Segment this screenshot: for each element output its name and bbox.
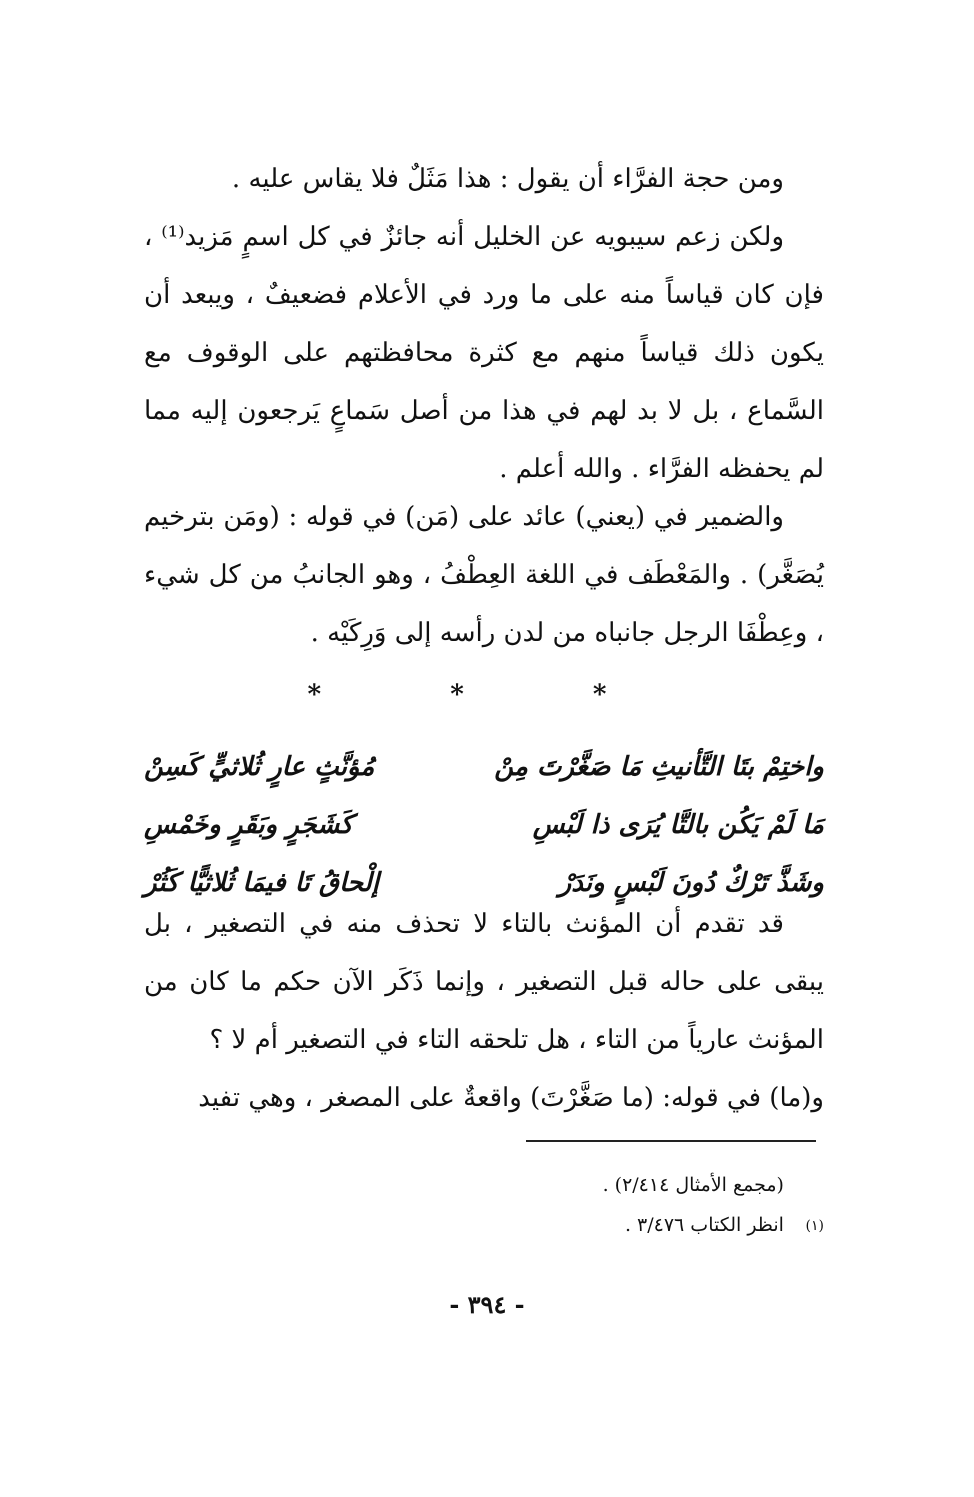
verse-second-hemistich: كَشَجَرٍ وبَقَرٍ وخَمْسِ [144, 810, 353, 840]
verse-first-hemistich: مَا لَمْ يَكُن بالتَّا يُرَى ذا لَبْسِ [532, 810, 824, 840]
paragraph: والضمير في (يعني) عائد على (مَن) في قوله : (ومَن بترخيم يُصَغَّر) . والمَعْطَف في اللغة العِطْفُ ، وهو الجانبُ من كل شيء ، وعِطْفَا الرجل جانباه من لدن رأسه إلى وَرِكَيْه . [144, 502, 824, 648]
footnote-text: انظر الكتاب ٣/٤٧٦ . [624, 1214, 784, 1236]
footnotes [124, 1165, 824, 1246]
text-block-top [144, 150, 824, 498]
paragraph: ولكن زعم سيبويه عن الخليل أنه جائزٌ في كل اسمٍ مَزيد⁽¹⁾ ، فإن كان قياساً منه على ما ورد في الأعلام فضعيفٌ ، ويبعد أن يكون ذلك قياساً منهم مع كثرة محافظتهم على الوقوف مع السَّماع ، بل لا بد لهم في هذا من أصل سَماعٍ يَرجعون إليه مما لم يحفظه الفرَّاء . والله أعلم . [144, 222, 824, 484]
verse-first-hemistich: واختِمْ بتَا التَّأنيثِ مَا صَغَّرْتَ مِنْ [494, 752, 824, 782]
footnote-divider [526, 1140, 816, 1142]
verse-block [144, 738, 824, 912]
verse-line [144, 738, 824, 796]
verse-line [144, 796, 824, 854]
verse-second-hemistich: إلْحاقُ تَا فيمَا ثُلاثيًّا كَثُرْ [144, 868, 379, 898]
footnote-text: (مجمع الأمثال ٢/٤١٤) . [602, 1174, 784, 1196]
verse-second-hemistich: مُؤنَّثٍ عارٍ ثُلاثيٍّ كَسِنْ [144, 752, 375, 782]
verse-first-hemistich: وشَذَّ تَرْكٌ دُونَ لَبْسٍ ونَدَرْ [558, 868, 824, 898]
text-block-middle [144, 488, 824, 662]
footnote [124, 1165, 824, 1205]
section-separator: * * * [307, 680, 667, 710]
paragraph: و(ما) في قوله: (ما صَغَّرْتَ) واقعةٌ على المصغر ، وهي تفيد [198, 1083, 824, 1113]
footnote-marker: (١) [805, 1218, 824, 1234]
footnote [124, 1205, 824, 1246]
paragraph: قد تقدم أن المؤنث بالتاء لا تحذف منه في التصغير ، بل يبقى على حاله قبل التصغير ، وإنما ذَكَر الآن حكم ما كان من المؤنث عارياً من التاء ، هل تلحقه التاء في التصغير أم لا ؟ [144, 909, 824, 1055]
text-block-bottom [144, 895, 824, 1127]
paragraph: ومن حجة الفرَّاء أن يقول : هذا مَثَلٌ فلا يقاس عليه . [231, 164, 784, 194]
page-number: - ٣٩٤ - [449, 1290, 525, 1319]
